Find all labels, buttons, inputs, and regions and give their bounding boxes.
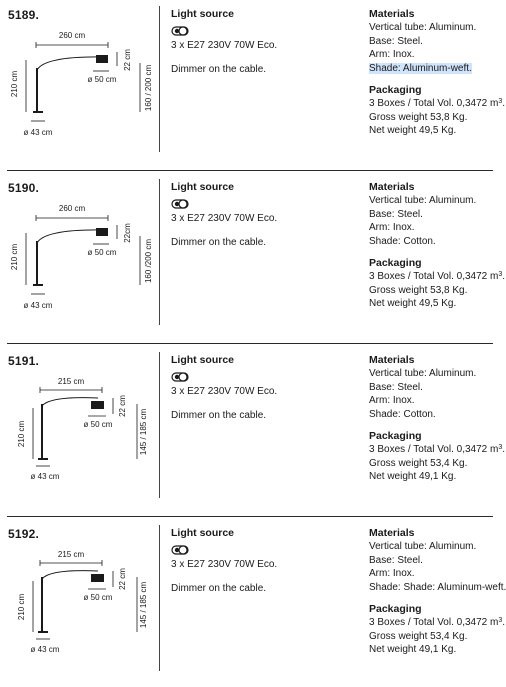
gross-weight: Gross weight 53,4 Kg. xyxy=(369,630,468,642)
light-source-section xyxy=(171,527,351,595)
light-source-heading: Light source xyxy=(171,181,235,193)
base-diameter: ø 43 cm xyxy=(30,645,60,654)
arm-height: 160 /200 cm xyxy=(144,238,153,284)
product-code: 5192. xyxy=(8,527,40,541)
product-entry xyxy=(0,173,506,341)
material-item: Arm: Inox. xyxy=(369,568,415,580)
material-item: Base: Steel. xyxy=(369,381,423,393)
light-source-section xyxy=(171,8,351,76)
gross-weight: Gross weight 53,8 Kg. xyxy=(369,111,468,123)
shade-height: 22 cm xyxy=(123,49,132,71)
control-spec: Dimmer on the cable. xyxy=(171,410,267,421)
gross-weight: Gross weight 53,4 Kg. xyxy=(369,457,468,469)
net-weight: Net weight 49,1 Kg. xyxy=(369,471,457,483)
total-height: 210 cm xyxy=(10,243,19,271)
dimmer-icon xyxy=(171,24,191,37)
material-item: Arm: Inox. xyxy=(369,49,415,61)
shade-height: 22cm xyxy=(123,223,132,243)
lamp-dimension-drawing xyxy=(0,346,160,514)
product-code: 5189. xyxy=(8,8,40,22)
light-source-section xyxy=(171,354,351,422)
material-item: Vertical tube: Aluminum. xyxy=(369,195,477,207)
materials-section xyxy=(369,181,506,311)
lamp-shade xyxy=(91,574,104,582)
material-item: Arm: Inox. xyxy=(369,222,415,234)
packaging-heading: Packaging xyxy=(369,84,422,97)
total-height: 210 cm xyxy=(17,420,26,448)
column-divider xyxy=(159,525,160,671)
reach-dimension: 215 cm xyxy=(57,377,85,386)
base-diameter: ø 43 cm xyxy=(30,472,60,481)
materials-section xyxy=(369,354,506,484)
packaging-heading: Packaging xyxy=(369,603,422,616)
lamp-shade xyxy=(96,228,108,236)
product-entry xyxy=(0,519,506,687)
dimmer-icon xyxy=(171,197,191,210)
lamp-dimension-drawing xyxy=(0,519,160,687)
lamp-spec: 3 x E27 230V 70W Eco. xyxy=(171,559,278,570)
material-item-selected[interactable]: Shade: Aluminum-weft. xyxy=(369,62,472,74)
material-item: Base: Steel. xyxy=(369,35,423,47)
materials-section xyxy=(369,8,506,138)
section-divider xyxy=(7,516,493,517)
packaging-heading: Packaging xyxy=(369,257,422,270)
arm-height: 160 / 200 cm xyxy=(144,64,153,112)
lamp-shade xyxy=(91,401,104,409)
net-weight: Net weight 49,5 Kg. xyxy=(369,298,457,310)
light-source-heading: Light source xyxy=(171,527,235,539)
material-item: Vertical tube: Aluminum. xyxy=(369,22,477,34)
packaging-volume: 3 Boxes / Total Vol. 0,3472 $m^3$. xyxy=(369,444,506,456)
dimmer-icon xyxy=(171,370,191,383)
light-source-heading: Light source xyxy=(171,354,235,366)
reach-dimension: 260 cm xyxy=(58,204,86,213)
reach-dimension: 260 cm xyxy=(58,31,86,40)
lamp-dimension-drawing xyxy=(0,0,160,168)
reach-dimension: 215 cm xyxy=(57,550,85,559)
material-item: Shade: Cotton. xyxy=(369,408,436,420)
section-divider xyxy=(7,170,493,171)
product-code: 5191. xyxy=(8,354,40,368)
net-weight: Net weight 49,1 Kg. xyxy=(369,644,457,656)
shade-diameter: ø 50 cm xyxy=(87,75,117,84)
shade-height: 22 cm xyxy=(118,568,127,590)
material-item: Vertical tube: Aluminum. xyxy=(369,541,477,553)
column-divider xyxy=(159,179,160,325)
shade-diameter: ø 50 cm xyxy=(83,593,113,602)
light-source-heading: Light source xyxy=(171,8,235,20)
material-item: Base: Steel. xyxy=(369,208,423,220)
shade-diameter: ø 50 cm xyxy=(87,248,117,257)
lamp-spec: 3 x E27 230V 70W Eco. xyxy=(171,386,278,397)
lamp-spec: 3 x E27 230V 70W Eco. xyxy=(171,213,278,224)
control-spec: Dimmer on the cable. xyxy=(171,237,267,248)
dimmer-icon xyxy=(171,543,191,556)
material-item: Shade: Cotton. xyxy=(369,235,436,247)
materials-section xyxy=(369,527,506,657)
materials-heading: Materials xyxy=(369,354,415,366)
section-divider xyxy=(7,343,493,344)
packaging-volume: 3 Boxes / Total Vol. 0,3472 $m^3$. xyxy=(369,617,506,629)
column-divider xyxy=(159,352,160,498)
shade-diameter: ø 50 cm xyxy=(83,420,113,429)
product-entry xyxy=(0,0,506,168)
product-code: 5190. xyxy=(8,181,40,195)
net-weight: Net weight 49,5 Kg. xyxy=(369,125,457,137)
lamp-dimension-drawing xyxy=(0,173,160,341)
gross-weight: Gross weight 53,8 Kg. xyxy=(369,284,468,296)
total-height: 210 cm xyxy=(17,593,26,621)
control-spec: Dimmer on the cable. xyxy=(171,64,267,75)
material-item: Arm: Inox. xyxy=(369,395,415,407)
materials-heading: Materials xyxy=(369,181,415,193)
column-divider xyxy=(159,6,160,152)
base-diameter: ø 43 cm xyxy=(23,301,53,310)
material-item: Shade: Shade: Aluminum-weft. xyxy=(369,581,506,593)
lamp-spec: 3 x E27 230V 70W Eco. xyxy=(171,40,278,51)
shade-height: 22 cm xyxy=(118,395,127,417)
light-source-section xyxy=(171,181,351,249)
materials-heading: Materials xyxy=(369,527,415,539)
product-entry xyxy=(0,346,506,514)
materials-heading: Materials xyxy=(369,8,415,20)
packaging-volume: 3 Boxes / Total Vol. 0,3472 $m^3$. xyxy=(369,271,506,283)
arm-height: 145 / 185 cm xyxy=(139,581,148,629)
lamp-shade xyxy=(96,55,108,63)
total-height: 210 cm xyxy=(10,70,19,98)
material-item: Vertical tube: Aluminum. xyxy=(369,368,477,380)
packaging-volume: 3 Boxes / Total Vol. 0,3472 $m^3$. xyxy=(369,98,506,110)
arm-height: 145 / 185 cm xyxy=(139,408,148,456)
packaging-heading: Packaging xyxy=(369,430,422,443)
base-diameter: ø 43 cm xyxy=(23,128,53,137)
material-item: Base: Steel. xyxy=(369,554,423,566)
control-spec: Dimmer on the cable. xyxy=(171,583,267,594)
